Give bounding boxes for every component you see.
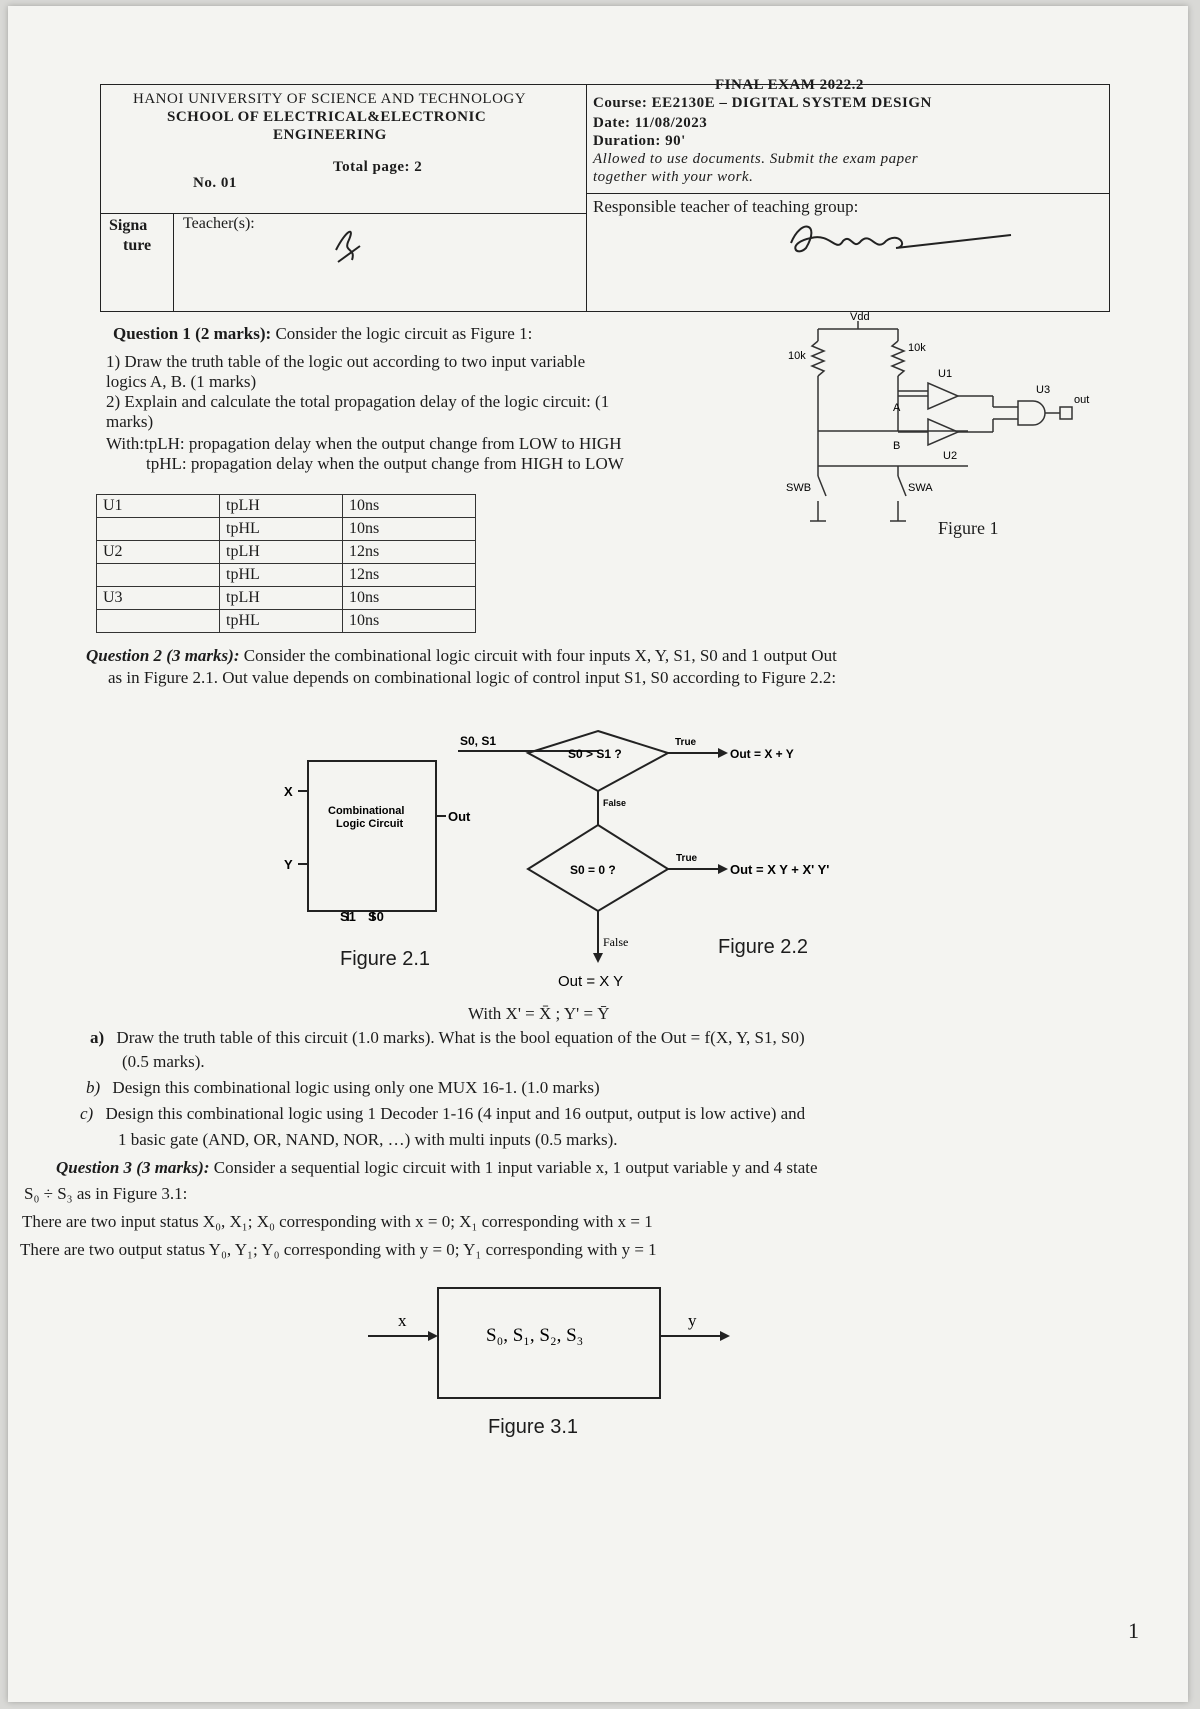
figure-3-1 [368, 1276, 738, 1416]
teacher-signature [326, 220, 376, 270]
swa-label: SWA [908, 482, 933, 494]
q1-title: Question 1 (2 marks): [113, 324, 272, 343]
fig21-y-label: Y [284, 857, 293, 872]
teachers-label: Teacher(s): [183, 215, 255, 232]
q2-c-text: Design this combinational logic using 1 Decoder 1-16 (4 input and 16 output, output is low active) and [105, 1104, 806, 1123]
fig21-s0-label: S0 [368, 909, 384, 924]
university-name: HANOI UNIVERSITY OF SCIENCE AND TECHNOLOGY [133, 91, 527, 107]
figure-2-1-caption: Figure 2.1 [340, 948, 431, 970]
fig31-states: S₀, S₁, S₂, S₃ [486, 1325, 584, 1346]
q2-c-text-2: 1 basic gate (AND, OR, NAND, NOR, …) with multi inputs (0.5 marks). [118, 1130, 618, 1149]
u1-label: U1 [938, 368, 953, 380]
node-a-label: A [893, 402, 901, 414]
q1-item1-2: logics A, B. (1 marks) [106, 372, 257, 391]
table-row: tpHL 12ns [97, 564, 476, 587]
fig22-decision-1: S0 > S1 ? [568, 747, 622, 761]
responsible-teacher: Responsible teacher of teaching group: [593, 197, 859, 216]
u3-label: U3 [1036, 384, 1051, 396]
q2-a-text-2: (0.5 marks). [122, 1052, 205, 1071]
fig22-d1-false: False [603, 798, 627, 808]
q2-b-text: Design this combinational logic using only one MUX 16-1. (1.0 marks) [112, 1078, 600, 1097]
figure-2-2-flowchart [448, 721, 868, 1001]
school-name: SCHOOL OF ELECTRICAL&ELECTRONIC [167, 109, 487, 125]
fig22-final-out: Out = X Y [558, 973, 624, 990]
figure-2-2-caption: Figure 2.2 [718, 936, 809, 958]
q3-line4: There are two output status Y₀, Y₁; Y₀ corresponding with y = 0; Y₁ corresponding with y = 1 [20, 1240, 657, 1259]
out-label: out [1074, 394, 1090, 406]
q1-item2: 2) Explain and calculate the total propagation delay of the logic circuit: (1 [106, 392, 610, 411]
q2-c-label: c) [80, 1104, 94, 1123]
q1-with-1: With:tpLH: propagation delay when the output change from LOW to HIGH [106, 434, 622, 453]
table-row: U3 tpLH 10ns [97, 587, 476, 610]
q2-title-rest: Consider the combinational logic circuit with four inputs X, Y, S1, S0 and 1 output Out [239, 646, 837, 665]
q1-item2-2: marks) [106, 412, 154, 431]
total-page: Total page: 2 [333, 159, 423, 175]
fig22-d1-out: Out = X + Y [730, 747, 794, 761]
fig31-x-label: x [398, 1311, 407, 1330]
school-name-2: ENGINEERING [273, 127, 387, 143]
exam-number: No. 01 [193, 175, 237, 191]
fig22-d2-false: False [603, 935, 629, 949]
table-row: tpHL 10ns [97, 518, 476, 541]
propagation-delay-table [96, 494, 476, 633]
fig21-out-label: Out [448, 809, 471, 824]
q1-with-2: tpHL: propagation delay when the output change from HIGH to LOW [146, 454, 624, 473]
allowed-note-2: together with your work. [593, 169, 754, 185]
fig22-d2-out: Out = X Y + X' Y' [730, 862, 830, 877]
q2-a-text: Draw the truth table of this circuit (1.0 marks). What is the bool equation of the Out = f(X, Y, S1, S0) [116, 1028, 805, 1047]
page-number: 1 [1128, 1618, 1139, 1643]
signature-label-2: ture [123, 237, 152, 254]
exam-paper [8, 6, 1188, 1702]
swb-label: SWB [786, 482, 812, 494]
table-row: U2 tpLH 12ns [97, 541, 476, 564]
fig21-s1-label: S1 [340, 909, 356, 924]
course-name: Course: EE2130E – DIGITAL SYSTEM DESIGN [593, 95, 932, 111]
q3-title-rest: Consider a sequential logic circuit with 1 input variable x, 1 output variable y and 4 state [209, 1158, 818, 1177]
fig22-d1-true: True [675, 737, 697, 748]
vdd-label: Vdd [850, 311, 870, 323]
table-row: U1 tpLH 10ns [97, 495, 476, 518]
figure-3-1-caption: Figure 3.1 [488, 1416, 579, 1438]
signature-label: Signa [109, 217, 148, 234]
exam-title: FINAL EXAM 2022.2 [715, 77, 864, 93]
node-b-label: B [893, 440, 901, 452]
q3-title: Question 3 (3 marks): [56, 1158, 210, 1177]
fig22-input-label: S0, S1 [460, 734, 497, 748]
fig21-box-label-2: Logic Circuit [336, 818, 404, 830]
fig22-d2-true: True [676, 853, 698, 864]
q2-line2: as in Figure 2.1. Out value depends on combinational logic of control input S1, S0 according to Figure 2.2: [108, 668, 837, 687]
u2-label: U2 [943, 450, 958, 462]
table-row: tpHL 10ns [97, 610, 476, 633]
exam-date: Date: 11/08/2023 [593, 115, 708, 131]
q2-title: Question 2 (3 marks): [86, 646, 240, 665]
q3-line2: S₀ ÷ S₃ as in Figure 3.1: [24, 1184, 188, 1203]
exam-duration: Duration: 90' [593, 133, 686, 149]
fig21-x-label: X [284, 784, 293, 799]
r1-label: 10k [788, 350, 806, 362]
q1-title-rest: Consider the logic circuit as Figure 1: [271, 324, 533, 343]
exam-header [100, 77, 1110, 312]
allowed-note: Allowed to use documents. Submit the exam paper [593, 151, 919, 167]
responsible-signature [781, 213, 1021, 263]
q2-a-label: a) [90, 1028, 105, 1047]
figure-1-caption: Figure 1 [938, 518, 999, 538]
q2-with-line: With X' = X̄ ; Y' = Ȳ [468, 1004, 610, 1023]
q2-b-label: b) [86, 1078, 101, 1097]
r2-label: 10k [908, 342, 926, 354]
q3-line3: There are two input status X₀, X₁; X₀ corresponding with x = 0; X₁ corresponding with x = 1 [22, 1212, 653, 1231]
fig21-box-label: Combinational [328, 805, 405, 817]
fig22-decision-2: S0 = 0 ? [570, 863, 616, 877]
fig31-y-label: y [688, 1311, 697, 1330]
q1-item1: 1) Draw the truth table of the logic out according to two input variable [106, 352, 586, 371]
